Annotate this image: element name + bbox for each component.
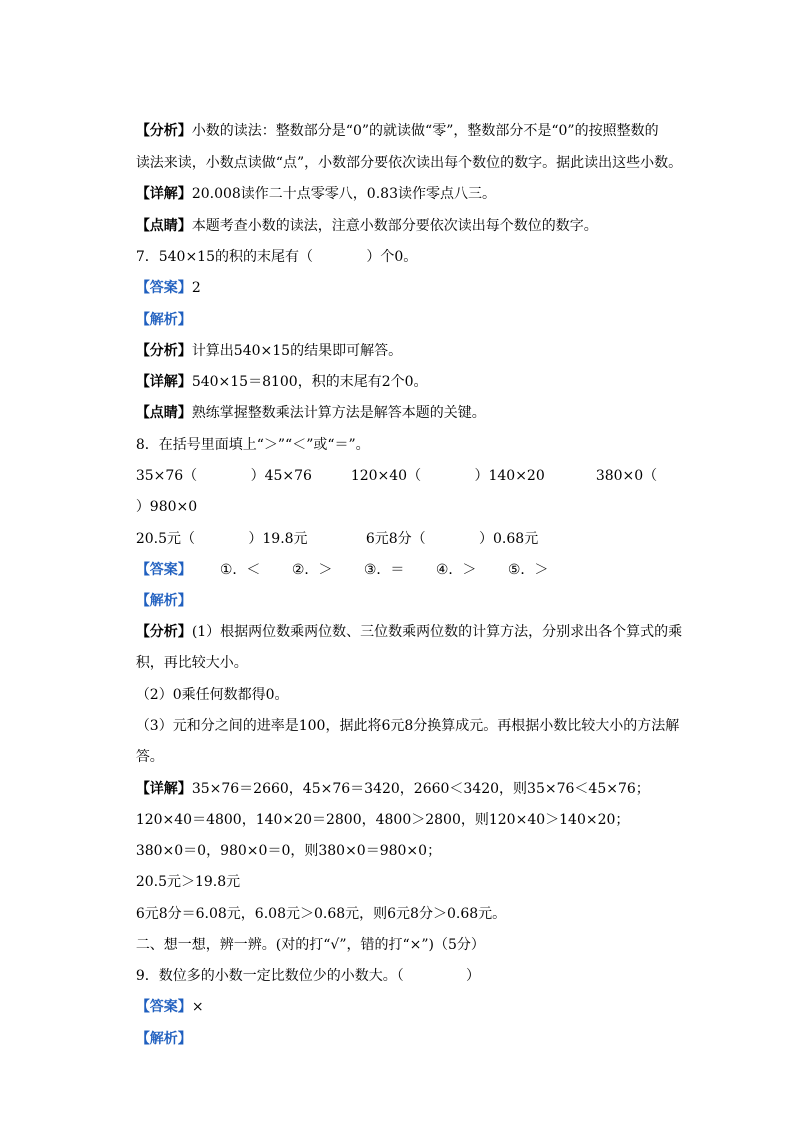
comment-tag: 【点睛】: [135, 218, 192, 234]
text: 35×76＝2660，45×76＝3420，2660＜3420，则35×76＜45×76；: [191, 781, 650, 797]
explain-tag: 【解析】: [135, 593, 192, 609]
question-8-row-2: [118, 477, 198, 515]
comment-line: [118, 196, 598, 234]
question-9: [118, 946, 481, 984]
explain-8: [118, 571, 192, 609]
expr: 20.5元（ ）19.8元: [135, 531, 308, 547]
analysis-8-line-1: [118, 602, 683, 640]
answer-9: [118, 977, 204, 1015]
answer-tag: 【答案】: [135, 999, 192, 1015]
text: 540×15＝8100，积的末尾有2个0。: [191, 374, 428, 390]
text: 熟练掌握整数乘法计算方法是解答本题的关键。: [191, 405, 486, 421]
text: 积，再比较大小。: [135, 655, 248, 671]
answer-value: 2: [191, 280, 201, 296]
answer-8: [118, 540, 549, 578]
explain-9: [118, 1009, 192, 1047]
answer-tag: 【答案】: [135, 280, 192, 296]
analysis-7: [118, 321, 403, 359]
expr: ）980×0: [135, 499, 198, 515]
detail-8-line-5: [118, 884, 507, 922]
detail-8-line-2: [118, 790, 630, 828]
answer-value: ×: [191, 999, 204, 1015]
text: 20.008读作二十点零零八，0.83读作零点八三。: [191, 186, 496, 202]
explain-tag: 【解析】: [135, 1031, 192, 1047]
answer-tag: 【答案】: [135, 562, 192, 578]
text: 本题考查小数的读法，注意小数部分要依次读出每个数位的数字。: [191, 218, 598, 234]
text: 小数的读法：整数部分是“0”的就读做“零”，整数部分不是“0”的按照整数的: [191, 123, 659, 139]
text: 二、想一想，辨一辨。(对的打“√”，错的打“×”)（5分）: [135, 937, 485, 953]
answer-item: ⑤．＞: [507, 562, 549, 578]
text: 答。: [135, 749, 164, 765]
question-8: [118, 415, 370, 453]
text: 380×0＝0，980×0＝0，则380×0＝980×0；: [135, 843, 442, 859]
text: 120×40＝4800，140×20＝2800，4800＞2800，则120×40＞140×20；: [135, 812, 630, 828]
text: 6元8分＝6.08元，6.08元＞0.68元，则6元8分＞0.68元。: [135, 906, 507, 922]
text: 读法来读，小数点读做“点”，小数部分要依次读出每个数位的数字。据此读出这些小数。: [135, 155, 683, 171]
expr: 6元8分（ ）0.68元: [365, 531, 539, 547]
answer-item: ④．＞: [435, 562, 477, 578]
detail-8-line-4: [118, 852, 241, 890]
analysis-tag: 【分析】: [135, 123, 192, 139]
expr: 35×76（ ）45×76: [135, 468, 312, 484]
answer-item: ①．＜: [219, 562, 261, 578]
question-8-row-3: [118, 509, 539, 547]
analysis-tag: 【分析】: [135, 343, 192, 359]
analysis-8-line-4: [118, 696, 680, 734]
analysis-8-line-5: [118, 727, 164, 765]
detail-7: [118, 352, 428, 390]
comment-7: [118, 383, 486, 421]
answer-7: [118, 258, 201, 296]
answer-item: ③．＝: [363, 562, 405, 578]
text: （3）元和分之间的进率是100，据此将6元8分换算成元。再根据小数比较大小的方法解: [135, 718, 680, 734]
text: 8．在括号里面填上“＞”“＜”或“＝”。: [135, 437, 370, 453]
text: （2）0乘任何数都得0。: [135, 687, 289, 703]
detail-tag: 【详解】: [135, 781, 192, 797]
text: 9．数位多的小数一定比数位少的小数大。（ ）: [135, 968, 481, 984]
answer-item: ②．＞: [291, 562, 333, 578]
analysis-8-line-3: [118, 665, 289, 703]
text: (1）根据两位数乘两位数、三位数乘两位数的计算方法，分别求出各个算式的乘: [191, 624, 683, 640]
explain-tag: 【解析】: [135, 312, 192, 328]
analysis-line-1: [118, 101, 659, 139]
analysis-line-2: [118, 133, 683, 171]
question-8-row-1: [118, 446, 658, 484]
detail-tag: 【详解】: [135, 374, 192, 390]
expr: 120×40（ ）140×20: [350, 468, 545, 484]
text: 20.5元＞19.8元: [135, 874, 241, 890]
detail-line: [118, 164, 496, 202]
text: 计算出540×15的结果即可解答。: [191, 343, 403, 359]
explain-7: [118, 290, 192, 328]
question-7: [118, 227, 418, 265]
expr: 380×0（: [595, 468, 658, 484]
detail-8-line-3: [118, 821, 442, 859]
analysis-tag: 【分析】: [135, 624, 192, 640]
detail-8-line-1: [118, 759, 650, 797]
detail-tag: 【详解】: [135, 186, 192, 202]
section-2-title: [118, 915, 485, 953]
comment-tag: 【点睛】: [135, 405, 192, 421]
analysis-8-line-2: [118, 633, 248, 671]
text: 7．540×15的积的末尾有（ ）个0。: [135, 249, 418, 265]
